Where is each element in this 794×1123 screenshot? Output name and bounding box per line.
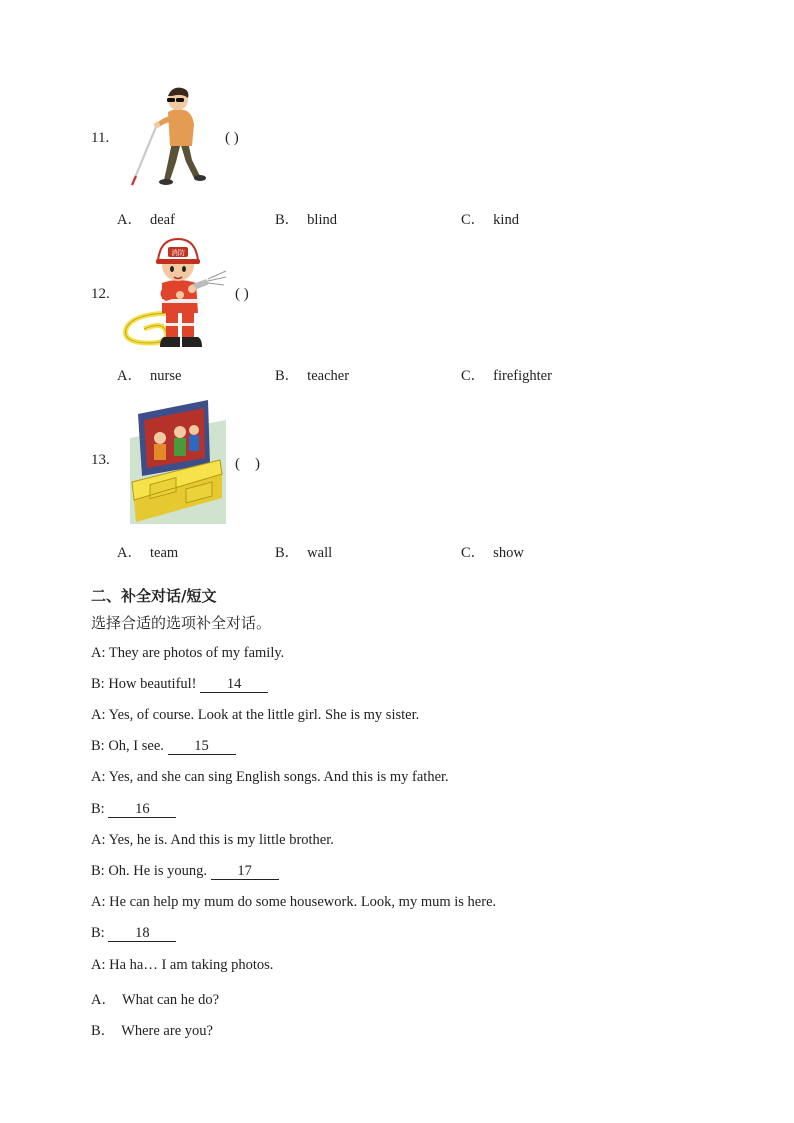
answer-paren-11[interactable]: ( ) <box>225 130 239 146</box>
question-12-number: 12. <box>91 286 110 302</box>
dialogue-text: A: Yes, and she can sing English songs. And this is my father. <box>91 769 449 785</box>
option-11-c[interactable] <box>461 208 519 229</box>
answer-paren-13[interactable]: ( ) <box>235 456 260 472</box>
dialogue-text: A: Ha ha… I am taking photos. <box>91 957 274 973</box>
dialogue-text: A: They are photos of my family. <box>91 645 285 661</box>
option-text: deaf <box>149 212 175 228</box>
option-letter: A． <box>117 545 142 561</box>
dialogue-line-8 <box>91 863 279 880</box>
dialogue-line-2 <box>91 676 268 693</box>
option-letter: B． <box>275 368 300 384</box>
question-13-number: 13. <box>91 452 110 468</box>
option-letter: C． <box>461 212 486 228</box>
dialogue-text: B: How beautiful! <box>91 676 201 692</box>
dialogue-text: A: Yes, he is. And this is my little brother. <box>91 832 334 848</box>
option-13-c[interactable] <box>461 541 524 562</box>
option-text: kind <box>493 212 519 228</box>
answer-paren-12[interactable]: ( ) <box>235 286 249 302</box>
option-12-b[interactable] <box>275 364 349 385</box>
option-text: firefighter <box>493 368 552 384</box>
dialogue-line-11 <box>91 957 273 974</box>
answer-blank-16[interactable]: 16 <box>108 802 176 818</box>
dialogue-line-9 <box>91 894 496 911</box>
option-12-c[interactable] <box>461 364 552 385</box>
blind-person-icon <box>128 84 212 188</box>
dialogue-text: B: <box>91 801 109 817</box>
option-letter: B． <box>91 1023 116 1039</box>
option-letter: A． <box>117 368 142 384</box>
section-heading: 二、补全对话/短文 <box>91 587 217 605</box>
dialogue-line-3 <box>91 707 419 724</box>
option-12-a[interactable] <box>117 364 181 385</box>
dialogue-line-1 <box>91 645 284 662</box>
option-text: blind <box>307 212 337 228</box>
answer-blank-17[interactable]: 17 <box>211 864 279 880</box>
option-text: teacher <box>307 368 350 384</box>
answer-blank-18[interactable]: 18 <box>108 926 176 942</box>
dialogue-text: B: Oh, I see. <box>91 738 168 754</box>
dialogue-line-10 <box>91 925 176 942</box>
dialogue-line-6 <box>91 801 176 818</box>
option-text: show <box>493 545 524 561</box>
section-instruction: 选择合适的选项补全对话。 <box>91 614 272 632</box>
option-11-b[interactable] <box>275 208 337 229</box>
option-13-a[interactable] <box>117 541 178 562</box>
option-text: nurse <box>149 368 182 384</box>
dialogue-line-7 <box>91 832 334 849</box>
option-text: team <box>149 545 179 561</box>
option-letter: C． <box>461 368 486 384</box>
question-11-number: 11. <box>91 130 110 146</box>
answer-option-b[interactable] <box>91 1019 213 1040</box>
answer-option-a[interactable] <box>91 988 219 1009</box>
answer-blank-15[interactable]: 15 <box>168 739 236 755</box>
option-text: Where are you? <box>121 1023 213 1039</box>
option-letter: A． <box>91 992 116 1008</box>
dialogue-text: A: Yes, of course. Look at the little girl. She is my sister. <box>91 707 420 723</box>
answer-blank-14[interactable]: 14 <box>200 677 268 693</box>
dialogue-text: A: He can help my mum do some housework. Look, my mum is here. <box>91 894 497 910</box>
dialogue-line-4 <box>91 738 236 755</box>
option-letter: A． <box>117 212 142 228</box>
option-text: wall <box>307 545 333 561</box>
option-text: What can he do? <box>121 992 220 1008</box>
dialogue-text: B: <box>91 925 109 941</box>
option-11-a[interactable] <box>117 208 175 229</box>
option-letter: C． <box>461 545 486 561</box>
option-letter: B． <box>275 545 300 561</box>
option-13-b[interactable] <box>275 541 332 562</box>
dialogue-text: B: Oh. He is young. <box>91 863 211 879</box>
firefighter-icon <box>122 233 228 351</box>
dialogue-line-5 <box>91 769 449 786</box>
tv-show-icon <box>130 398 226 524</box>
option-letter: B． <box>275 212 300 228</box>
helmet-label: 消防 <box>171 249 185 257</box>
